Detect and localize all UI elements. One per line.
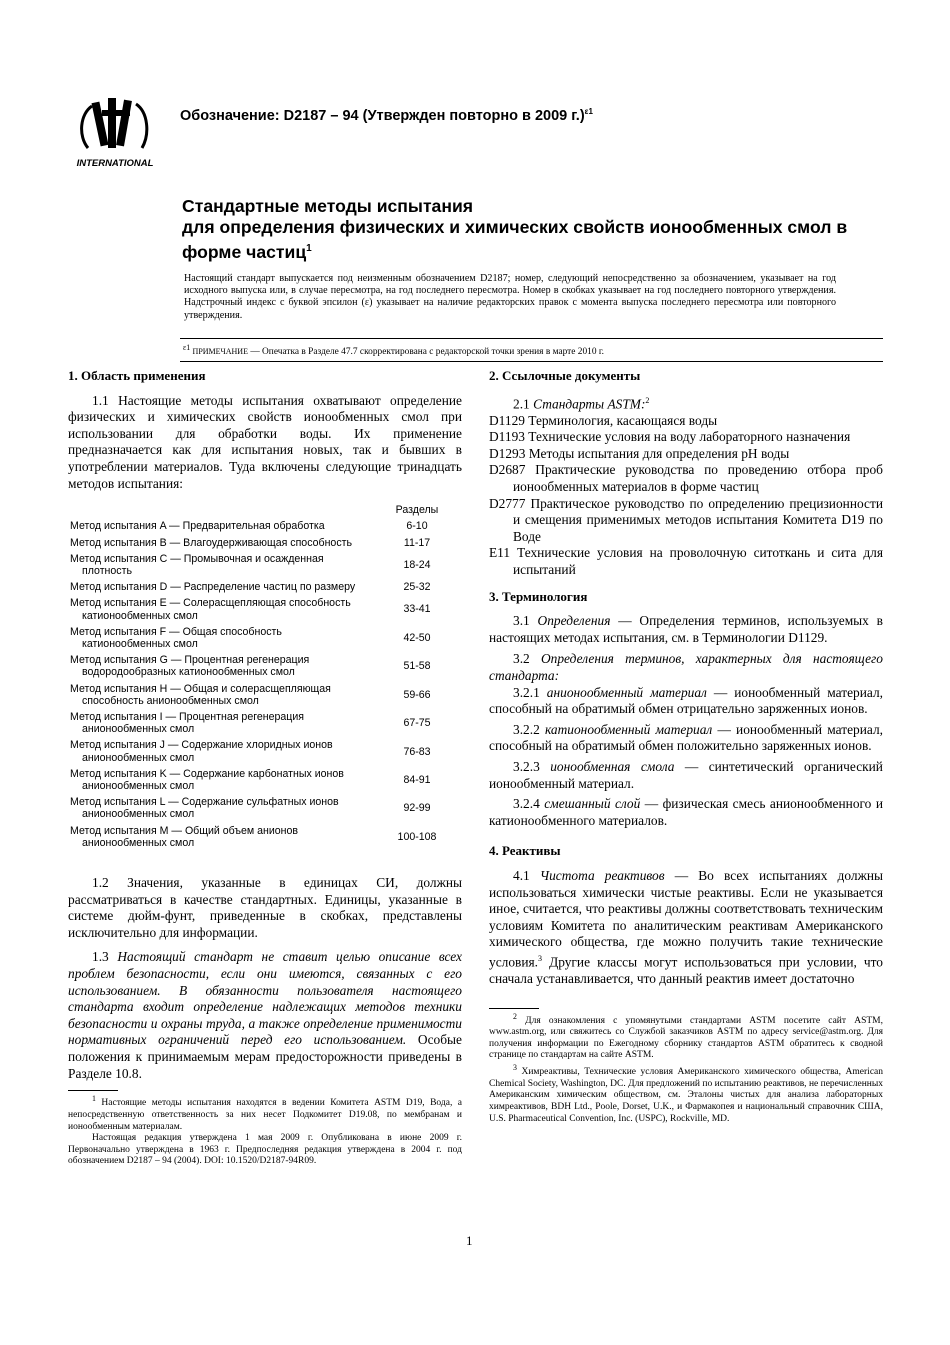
method-sections: 76-83 bbox=[403, 745, 431, 758]
method-sections: 67-75 bbox=[403, 717, 431, 730]
method-name-line1: Метод испытания C — Промывочная и осажденная bbox=[70, 552, 324, 565]
reference-item: D1293 Методы испытания для определения pH воды bbox=[489, 445, 790, 461]
method-row bbox=[68, 624, 462, 652]
para-4-1-rest: — Во всех испытаниях должны использоваться химически чистые реактивы. Если не указывается иное, считается, что реактивы должны соответствовать техническим условиям Комитета по аналитическим реактивам Американского химического общества, где можно получить такие технические условия. bbox=[489, 867, 883, 970]
para-3-2-2 bbox=[489, 722, 883, 755]
method-name-line2: катионообменных смол bbox=[82, 609, 198, 622]
reference-item: D2687 Практические руководства по проведению отбора проб ионообменных материалов в форме частиц bbox=[489, 462, 883, 495]
title-line2: для определения физических и химических свойств ионообменных смол в форме частиц bbox=[182, 217, 848, 262]
method-sections: 6-10 bbox=[406, 520, 428, 533]
footnote-1b: Настоящая редакция утверждена 1 мая 2009 г. Опубликована в июне 2009 г. Первоначально утверждена в 1963 г. Предпоследняя редакция утверждена в 2004 г. под обозначением D2187 – 94 (2004). DOI: 10.1520/D2187-94R09. bbox=[68, 1133, 462, 1167]
method-sections: 11-17 bbox=[403, 536, 431, 549]
para-3-2-2-num: 3.2.2 bbox=[513, 721, 545, 737]
method-row bbox=[68, 737, 462, 765]
method-name-line2: катионообменных смол bbox=[82, 637, 198, 650]
method-name bbox=[68, 766, 372, 794]
para-4-1 bbox=[489, 868, 883, 988]
method-sections: 33-41 bbox=[403, 603, 431, 616]
method-row bbox=[68, 518, 462, 534]
methods-table bbox=[68, 502, 462, 851]
para-1-3-rest: Особые положения к принимаемым мерам предосторожности приведены в Разделе 10.8. bbox=[68, 1032, 462, 1081]
method-name-line2: анионообменных смол bbox=[82, 780, 195, 793]
para-2-1-sup: 2 bbox=[645, 395, 650, 405]
left-column bbox=[68, 368, 462, 1168]
method-name-line2: анионообменных смол bbox=[82, 723, 195, 736]
method-name-line1: Метод испытания E — Солерасщепляющая способность bbox=[70, 597, 351, 610]
reference-list bbox=[489, 413, 883, 579]
para-1-2: 1.2 Значения, указанные в единицах СИ, должны рассматриваться в качестве стандартных. Единицы, указанные в системе дюйм-фунт, приведенные в скобках, представлены исключительно для информации. bbox=[68, 875, 462, 940]
note-text: — Опечатка в Разделе 47.7 скорректирована с редакторской точки зрения в марте 2010 г. bbox=[247, 347, 605, 358]
table-header-sections: Разделы bbox=[395, 504, 439, 517]
method-sections: 92-99 bbox=[403, 802, 431, 815]
method-sections: 51-58 bbox=[403, 660, 431, 673]
reference-item: E11 Технические условия на проволочную ситоткань и сита для испытаний bbox=[489, 545, 883, 577]
para-3-2-2-italic: катионообменный материал bbox=[544, 721, 713, 737]
para-2-1-italic: Стандарты ASTM: bbox=[533, 396, 646, 412]
footnote-3-sup: 3 bbox=[513, 1063, 517, 1073]
method-name bbox=[68, 535, 372, 551]
para-4-1-tail: Другие классы могут использоваться при условии, что сначала устанавливается, что данный реактив имеет достаточно bbox=[489, 954, 883, 986]
para-3-1-rest: — Определения терминов, используемых в настоящих методах испытания, см. в Терминологии D1129. bbox=[489, 613, 883, 645]
para-3-2-4-rest: — физическая смесь анионообменного и катионообменного материалов. bbox=[489, 796, 883, 828]
footnote-divider-left bbox=[68, 1090, 118, 1091]
method-name bbox=[68, 737, 372, 765]
method-row bbox=[68, 652, 462, 680]
method-sections: 100-108 bbox=[397, 830, 437, 843]
para-3-2 bbox=[489, 651, 883, 684]
para-1-3 bbox=[68, 949, 462, 1082]
page-number: 1 bbox=[466, 1233, 473, 1248]
astm-logo bbox=[72, 96, 158, 172]
footnote-1-sup: 1 bbox=[92, 1094, 96, 1104]
method-name-line1: Метод испытания J — Содержание хлоридных ионов bbox=[70, 739, 333, 752]
section4-heading: 4. Реактивы bbox=[489, 843, 561, 859]
para-1-1: 1.1 Настоящие методы испытания охватывают определение физических и химических свойств ионообменных смол при использовании для обработки воды. Их применение предназначается как для испытания новых, так и бывших в употреблении материалов. Туда включены следующие тринадцать методов испытания: bbox=[68, 392, 462, 491]
para-4-1-num: 4.1 bbox=[513, 867, 540, 883]
para-3-2-3-num: 3.2.3 bbox=[513, 758, 551, 774]
method-name-line1: Метод испытания K — Содержание карбонатных ионов bbox=[70, 767, 344, 780]
footnote-1-text: Настоящие методы испытания находятся в ведении Комитета ASTM D19, Вода, а непосредственную ответственность за них несет Подкомитет D19.08, по мембранам и ионообменным материалам. bbox=[68, 1098, 462, 1132]
method-name-line1: Метод испытания A — Предварительная обработка bbox=[70, 520, 325, 533]
method-name bbox=[68, 652, 372, 680]
note-label: ПРИМЕЧАНИЕ bbox=[192, 347, 248, 357]
method-name-line1: Метод испытания L — Содержание сульфатных ионов bbox=[70, 796, 339, 809]
method-name-line2: анионообменных смол bbox=[82, 808, 195, 821]
method-name-line2: анионообменных смол bbox=[82, 836, 195, 849]
reference-item: D1193 Технические условия на воду лабораторного назначения bbox=[489, 429, 851, 445]
para-3-2-3-italic: ионообменная смола bbox=[550, 758, 675, 774]
footnote-3 bbox=[489, 1062, 883, 1125]
section3-heading: 3. Терминология bbox=[489, 588, 588, 604]
para-2-1-num: 2.1 bbox=[513, 396, 534, 412]
method-name-line1: Метод испытания G — Процентная регенерация bbox=[70, 654, 310, 667]
method-row bbox=[68, 709, 462, 737]
para-1-3-italic: Настоящий стандарт не ставит целью описание всех проблем безопасности, если они имеются, связанных с его использованием. В обязанности пользователя настоящего стандарта входит определение надлежащих методов техники безопасности и охраны труда, а также определение применимости нормативных ограничений перед его использованием. bbox=[68, 949, 462, 1048]
editorial-note bbox=[180, 338, 883, 362]
method-sections: 25-32 bbox=[403, 581, 431, 594]
footnote-3-text: Химреактивы, Технические условия Американского химического общества, American Chemical Society, Washington, DC. Для предложений по испытанию реактивов, не перечисленных Американским химическим обществом, см. Эталоны чистых для анализа лабораторных химреактивов, BDH Ltd., Poole, Dorset, U.K., и Фармакопея и национальный справочник США, U.S. Pharmaceutical Convention, Inc. (USPC), Rockville, MD. bbox=[489, 1067, 883, 1124]
method-sections: 59-66 bbox=[403, 688, 431, 701]
method-name bbox=[68, 794, 372, 822]
method-name bbox=[68, 709, 372, 737]
para-3-2-3 bbox=[489, 759, 883, 792]
section2-heading: 2. Ссылочные документы bbox=[489, 368, 641, 383]
intro-paragraph: Настоящий стандарт выпускается под неизменным обозначением D2187; номер, следующий непосредственно за обозначением, указывает на год исходного выпуска или, в случае пересмотра, на год последнего пересмотра. Номер в скобках указывает на год последнего повторного утверждения. Надстрочный индекс с буквой эпсилон (ε) указывает на наличие редакторских правок с момента выпуска последнего пересмотра или повторного утверждения. bbox=[184, 273, 836, 321]
reference-item: D1129 Терминология, касающаяся воды bbox=[489, 412, 718, 428]
method-name bbox=[68, 823, 372, 851]
title-sup: 1 bbox=[306, 243, 312, 254]
method-name bbox=[68, 624, 372, 652]
method-name-line1: Метод испытания M — Общий объем анионов bbox=[70, 824, 299, 837]
section1-heading: 1. Область применения bbox=[68, 368, 206, 383]
method-name-line2: анионообменных смол bbox=[82, 751, 195, 764]
method-row bbox=[68, 579, 462, 595]
footnote-2-text: Для ознакомления с упомянутыми стандартами ASTM посетите сайт ASTM, www.astm.org, или свяжитесь со Службой заказчиков ASTM по адресу service@astm.org. Для получения информации по Ежегодному сборнику стандартов ASTM обратитесь к сводной странице по стандартам на сайте ASTM. bbox=[489, 1015, 883, 1061]
footnote-divider-right bbox=[489, 1008, 539, 1009]
method-row bbox=[68, 535, 462, 551]
designation-text: Обозначение: D2187 – 94 (Утвержден повторно в 2009 г.) bbox=[180, 107, 585, 124]
para-3-2-1 bbox=[489, 685, 883, 718]
method-name bbox=[68, 551, 372, 579]
method-row bbox=[68, 551, 462, 579]
method-sections: 42-50 bbox=[403, 631, 431, 644]
method-row bbox=[68, 595, 462, 623]
method-sections: 84-91 bbox=[403, 773, 431, 786]
right-column bbox=[489, 368, 883, 1125]
para-3-2-1-rest: — ионообменный материал, способный на обратимый обмен отрицательно заряженных ионов. bbox=[489, 684, 883, 717]
para-3-2-4 bbox=[489, 796, 883, 829]
para-3-1-italic: Определения bbox=[537, 613, 611, 629]
method-name-line1: Метод испытания F — Общая способность bbox=[70, 625, 282, 638]
method-row bbox=[68, 681, 462, 709]
method-row bbox=[68, 794, 462, 822]
method-name-line2: водородообразных катионообменных смол bbox=[82, 666, 295, 679]
method-row bbox=[68, 823, 462, 851]
para-3-2-italic: Определения терминов, характерных для настоящего стандарта: bbox=[489, 651, 883, 683]
method-name-line1: Метод испытания H — Общая и солерасщепляющая bbox=[70, 682, 331, 695]
method-sections: 18-24 bbox=[403, 558, 431, 571]
para-2-1 bbox=[489, 393, 883, 413]
para-3-2-4-italic: смешанный слой bbox=[544, 796, 641, 812]
footnote-1 bbox=[68, 1093, 462, 1133]
logo-text: INTERNATIONAL bbox=[76, 158, 154, 169]
para-4-1-sup: 3 bbox=[538, 953, 543, 963]
designation-sup: ε1 bbox=[584, 107, 593, 116]
method-name-line1: Метод испытания I — Процентная регенерация bbox=[70, 711, 304, 723]
para-1-3-num: 1.3 bbox=[92, 949, 118, 965]
para-3-2-1-italic: анионообменный материал bbox=[546, 684, 707, 700]
method-name-line1: Метод испытания D — Распределение частиц по размеру bbox=[70, 581, 356, 594]
para-4-1-italic: Чистота реактивов bbox=[539, 867, 665, 883]
method-name bbox=[68, 681, 372, 709]
document-title bbox=[182, 196, 862, 263]
method-name-line2: способность анионообменных смол bbox=[82, 694, 259, 707]
para-3-2-num: 3.2 bbox=[513, 651, 541, 667]
footnote-2-sup: 2 bbox=[513, 1011, 517, 1021]
footnote-2 bbox=[489, 1011, 883, 1063]
para-3-2-1-num: 3.2.1 bbox=[513, 684, 547, 700]
method-name-line1: Метод испытания B — Влагоудерживающая способность bbox=[70, 536, 352, 549]
method-name bbox=[68, 579, 372, 595]
designation bbox=[180, 104, 593, 124]
method-name bbox=[68, 518, 372, 534]
method-row bbox=[68, 766, 462, 794]
reference-item: D2777 Практическое руководство по определению прецизионности и смещения применимых методов испытания Комитета D19 по Воде bbox=[489, 495, 883, 544]
note-sup: ε1 bbox=[183, 343, 191, 352]
para-3-1-num: 3.1 bbox=[513, 613, 538, 629]
method-name-line2: плотность bbox=[82, 564, 132, 577]
para-3-2-4-num: 3.2.4 bbox=[513, 796, 545, 812]
para-3-2-3-rest: — синтетический органический ионообменный материал. bbox=[489, 758, 883, 791]
para-3-2-2-rest: — ионообменный материал, способный на обратимый обмен положительно заряженных ионов. bbox=[489, 721, 883, 754]
para-3-1 bbox=[489, 613, 883, 646]
title-line1: Стандартные методы испытания bbox=[182, 196, 474, 216]
method-name bbox=[68, 595, 372, 623]
